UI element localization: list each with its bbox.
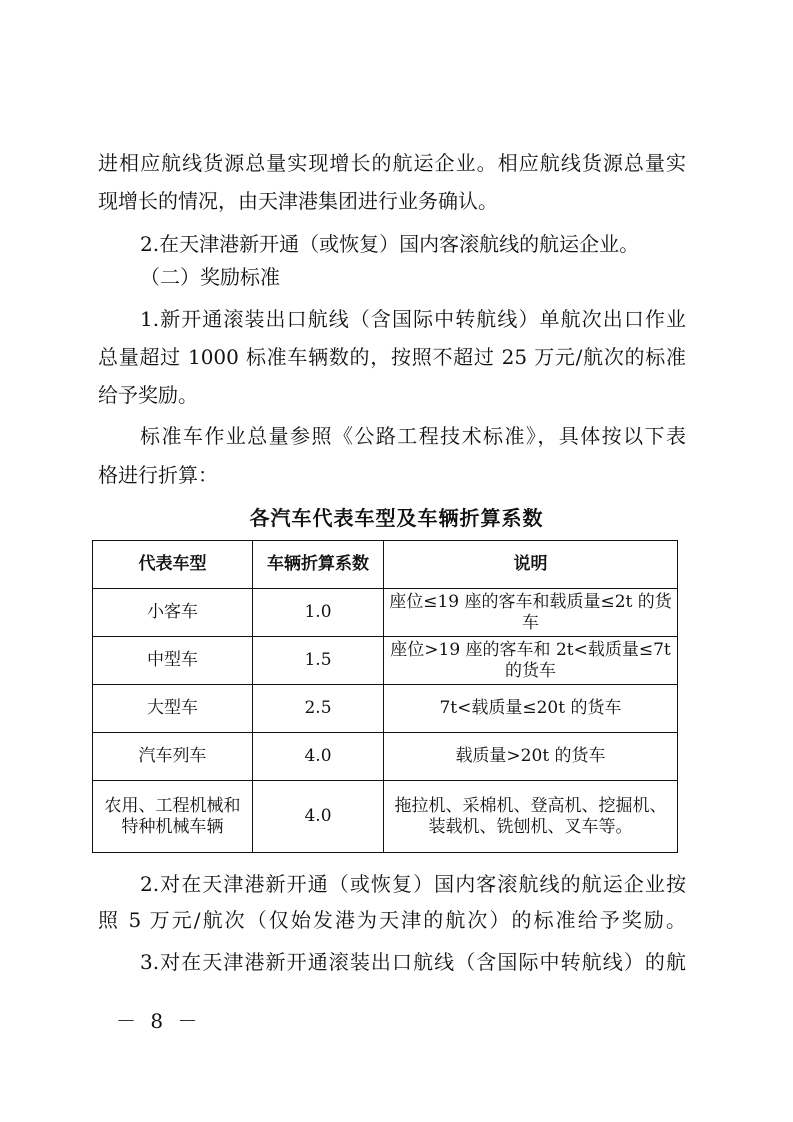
paragraph-line: 现增长的情况，由天津港集团进行业务确认。 (98, 189, 498, 213)
description-cell: 7t<载质量≤20t 的货车 (384, 685, 678, 733)
table-title: 各汽车代表车型及车辆折算系数 (249, 506, 544, 530)
table-row (93, 781, 678, 853)
paragraph-line: 照 5 万元/航次（仅始发港为天津的航次）的标准给予奖励。 (98, 908, 686, 932)
section-heading: （二）奖励标准 (140, 265, 280, 289)
paragraph-line: 格进行折算： (98, 463, 218, 487)
paragraph-line: 标准车作业总量参照《公路工程技术标准》，具体按以下表 (140, 424, 686, 448)
table-header-row (93, 541, 678, 589)
coefficient-cell: 1.0 (253, 589, 384, 637)
table-row (93, 637, 678, 685)
vehicle-conversion-table (92, 540, 678, 853)
paragraph-line: 1.新开通滚装出口航线（含国际中转航线）单航次出口作业 (140, 307, 686, 331)
paragraph-line: 进相应航线货源总量实现增长的航运企业。相应航线货源总量实 (98, 151, 686, 175)
column-header: 车辆折算系数 (253, 541, 384, 589)
table-row (93, 733, 678, 781)
column-header: 代表车型 (93, 541, 253, 589)
paragraph-line: 总量超过 1000 标准车辆数的，按照不超过 25 万元/航次的标准 (98, 345, 686, 369)
vehicle-type-cell: 农用、工程机械和特种机械车辆 (93, 781, 253, 853)
description-cell: 座位>19 座的客车和 2t<载质量≤7t 的货车 (384, 637, 678, 685)
vehicle-type-cell: 中型车 (93, 637, 253, 685)
paragraph-line: 2.在天津港新开通（或恢复）国内客滚航线的航运企业。 (140, 232, 640, 256)
table-row (93, 685, 678, 733)
table-row (93, 589, 678, 637)
column-header: 说明 (384, 541, 678, 589)
vehicle-type-cell: 汽车列车 (93, 733, 253, 781)
paragraph-line: 2.对在天津港新开通（或恢复）国内客滚航线的航运企业按 (140, 872, 686, 896)
coefficient-cell: 1.5 (253, 637, 384, 685)
paragraph-line: 给予奖励。 (98, 383, 198, 407)
vehicle-type-cell: 大型车 (93, 685, 253, 733)
coefficient-cell: 2.5 (253, 685, 384, 733)
paragraph-line: 3.对在天津港新开通滚装出口航线（含国际中转航线）的航 (140, 950, 686, 974)
vehicle-type-cell: 小客车 (93, 589, 253, 637)
description-cell: 载质量>20t 的货车 (384, 733, 678, 781)
description-cell: 拖拉机、采棉机、登高机、挖掘机、装载机、铣刨机、叉车等。 (384, 781, 678, 853)
coefficient-cell: 4.0 (253, 733, 384, 781)
description-cell: 座位≤19 座的客车和载质量≤2t 的货车 (384, 589, 678, 637)
page-number: － 8 － (116, 1009, 202, 1033)
coefficient-cell: 4.0 (253, 781, 384, 853)
